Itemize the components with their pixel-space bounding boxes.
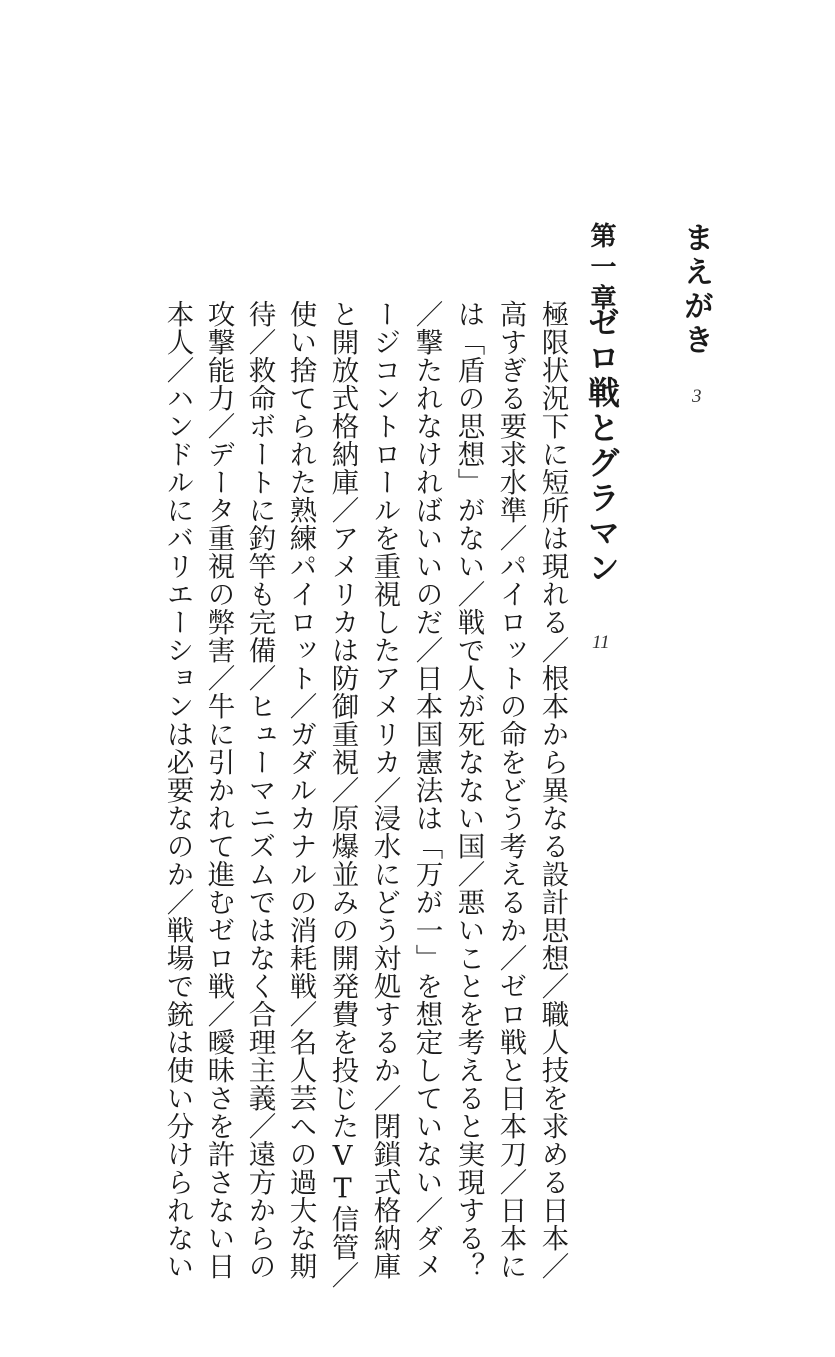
chapter1-line-8: 待／救命ボートに釣竿も完備／ヒューマニズムではなく合理主義／遠方からの bbox=[243, 300, 276, 1280]
chapter1-line-3: は「盾の思想」がない／戦で人が死なない国／悪いことを考えると実現する？ bbox=[452, 300, 485, 1280]
chapter1-line-7: 使い捨てられた熟練パイロット／ガダルカナルの消耗戦／名人芸への過大な期 bbox=[284, 300, 317, 1280]
chapter1-line-5: ージコントロールを重視したアメリカ／浸水にどう対処するか／閉鎖式格納庫 bbox=[368, 300, 401, 1280]
preface-title: まえがき bbox=[678, 222, 713, 358]
chapter1-line-10: 本人／ハンドルにバリエーションは必要なのか／戦場で銃は使い分けられない bbox=[161, 300, 194, 1280]
chapter1-line-2: 高すぎる要求水準／パイロットの命をどう考えるか／ゼロ戦と日本刀／日本に bbox=[494, 300, 527, 1280]
chapter1-line-9: 攻撃能力／データ重視の弊害／牛に引かれて進むゼロ戦／曖昧さを許さない日 bbox=[202, 300, 235, 1280]
chapter1-line-4: ／撃たれなければいいのだ／日本国憲法は「万が一」を想定していない／ダメ bbox=[410, 300, 443, 1280]
chapter1-line-6: と開放式格納庫／アメリカは防御重視／原爆並みの開発費を投じたVT信管／ bbox=[326, 300, 359, 1289]
chapter1-title: ゼロ戦とグラマン bbox=[583, 306, 621, 586]
chapter1-line-1: 極限状況下に短所は現れる／根本から異なる設計思想／職人技を求める日本／ bbox=[536, 300, 569, 1280]
chapter1-page-number: 11 bbox=[592, 632, 610, 653]
chapter1-number: 第一章 bbox=[586, 222, 616, 315]
preface-page-number: 3 bbox=[692, 386, 702, 407]
